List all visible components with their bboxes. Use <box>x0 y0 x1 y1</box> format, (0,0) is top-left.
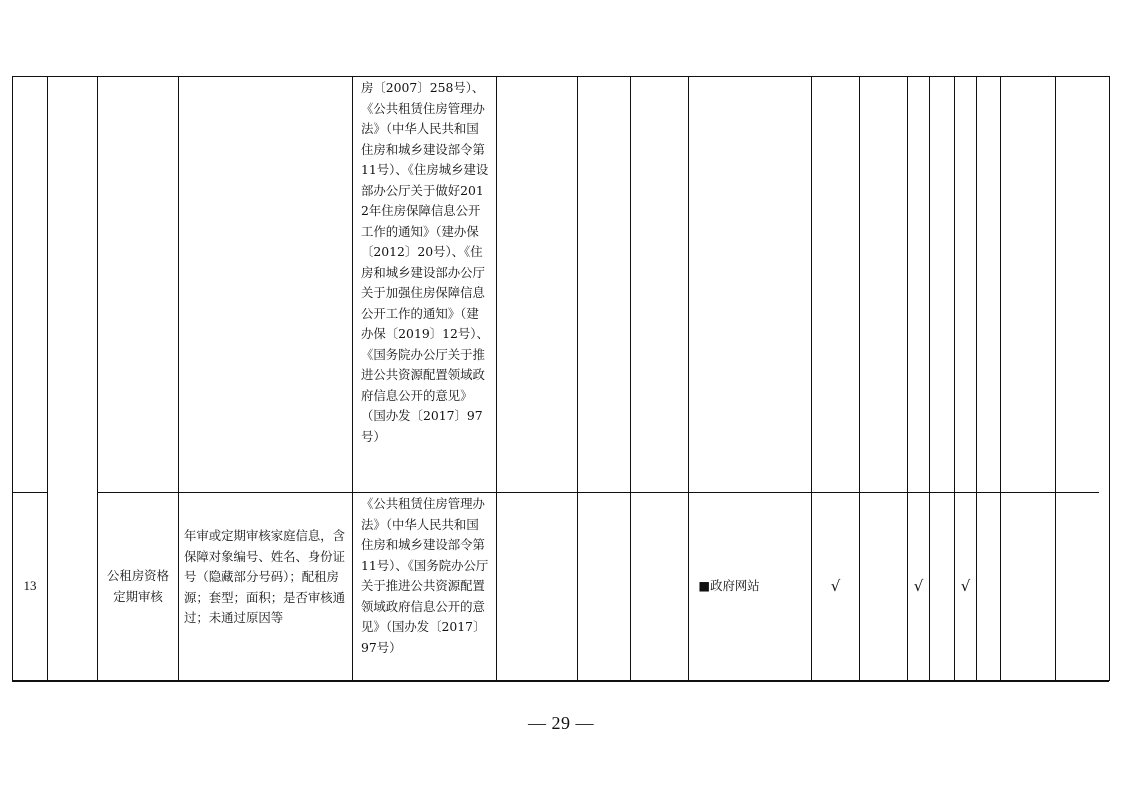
check-mark: √ <box>913 577 924 596</box>
table-column-divider <box>1109 76 1110 681</box>
item-name-cell: 公租房资格定期审核 <box>107 568 169 604</box>
table-bottom-rule <box>12 680 1109 682</box>
table-column-divider <box>97 76 98 681</box>
table-column-divider <box>352 76 353 681</box>
basis-cell: 《公共租赁住房管理办法》（中华人民共和国住房和城乡建设部令第11号）、《国务院办公厅关于推进公共资源配置领域政府信息公开的意见》（国办发〔2017〕97号） <box>361 496 489 655</box>
page-number: — 29 — <box>528 713 594 733</box>
basis-cell-continuation: 房〔2007〕258号）、《公共租赁住房管理办法》（中华人民共和国住房和城乡建设部令第11号）、《住房城乡建设部办公厅关于做好2012年住房保障信息公开工作的通知》（建办保〔2012〕20号）、《住房和城乡建设部办公厅关于加强住房保障信息公开工作的通知》（建办保〔2019〕12号）、《国务院办公厅关于推进公共资源配置领域政府信息公开的意见》（国办发〔2017〕97号） <box>361 80 489 444</box>
table-column-divider <box>1055 76 1056 681</box>
table-column-divider <box>1000 76 1001 681</box>
table-column-divider <box>577 76 578 681</box>
table-column-divider <box>496 76 497 681</box>
table-column-divider <box>630 76 631 681</box>
table-column-divider <box>859 76 860 681</box>
content-cell: 年审或定期审核家庭信息，含保障对象编号、姓名、身份证号（隐藏部分号码）；配租房源；套型；面积；是否审核通过；未通过原因等 <box>184 528 346 625</box>
table-column-divider <box>976 76 977 681</box>
row-number-cell: 13 <box>23 578 37 594</box>
check-mark: √ <box>960 577 971 596</box>
table-column-divider <box>929 76 930 681</box>
table-row-divider <box>97 492 1099 493</box>
table-top-rule <box>12 76 1109 77</box>
check-mark: √ <box>830 577 841 596</box>
table-column-divider <box>178 76 179 681</box>
table-column-divider <box>47 76 48 681</box>
channel-cell: ■政府网站 <box>698 578 760 594</box>
